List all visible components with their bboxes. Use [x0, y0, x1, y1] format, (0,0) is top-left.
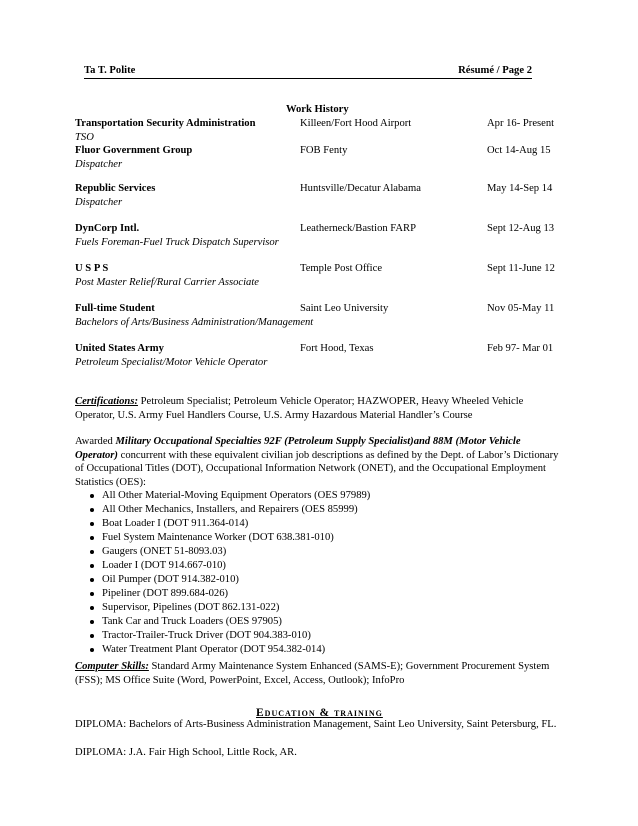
awarded-prefix: Awarded [75, 436, 116, 447]
job-title: Post Master Relief/Rural Carrier Associate [75, 277, 260, 288]
list-item: All Other Mechanics, Installers, and Repairers (OES 85999) [75, 503, 565, 517]
header-page-label: Résumé / Page 2 [458, 65, 532, 76]
job-location: Temple Post Office [300, 263, 383, 274]
job-entry [75, 222, 565, 250]
list-item: Tractor-Trailer-Truck Driver (DOT 904.383-010) [75, 629, 565, 643]
job-location: Saint Leo University [300, 303, 389, 314]
job-title: Fuels Foreman-Fuel Truck Dispatch Supervisor [75, 237, 279, 248]
job-org: Fluor Government Group [75, 145, 193, 156]
job-dates: May 14-Sep 14 [487, 183, 553, 194]
education-diploma-1: DIPLOMA: Bachelors of Arts-Business Administration Management, Saint Leo University, Saint Petersburg, FL. [75, 719, 557, 730]
work-history-title: Work History [286, 104, 349, 115]
job-entry [75, 262, 565, 290]
job-org: U S P S [75, 263, 109, 274]
list-item: Loader I (DOT 914.667-010) [75, 559, 565, 573]
list-item: Gaugers (ONET 51-8093.03) [75, 545, 565, 559]
job-org: Full-time Student [75, 303, 155, 314]
list-item: Supervisor, Pipelines (DOT 862.131-022) [75, 601, 565, 615]
job-org: United States Army [75, 343, 164, 354]
job-org: DynCorp Intl. [75, 223, 140, 234]
job-location: FOB Fenty [300, 145, 348, 156]
job-title: TSO [75, 132, 94, 143]
job-entry [75, 182, 565, 210]
job-dates: Sept 12-Aug 13 [487, 223, 555, 234]
page-header [84, 64, 532, 79]
certifications-paragraph [75, 395, 565, 422]
job-entry [75, 144, 565, 172]
job-location: Huntsville/Decatur Alabama [300, 183, 421, 194]
certifications-label: Certifications: [75, 396, 138, 407]
job-location: Fort Hood, Texas [300, 343, 374, 354]
computer-skills-paragraph [75, 660, 565, 687]
list-item: Water Treatment Plant Operator (DOT 954.382-014) [75, 643, 565, 657]
list-item: Tank Car and Truck Loaders (OES 97905) [75, 615, 565, 629]
job-dates: Nov 05-May 11 [487, 303, 555, 314]
job-dates: Feb 97- Mar 01 [487, 343, 554, 354]
list-item: Oil Pumper (DOT 914.382-010) [75, 573, 565, 587]
certifications-text: Petroleum Specialist; Petroleum Vehicle Operator; HAZWOPER, Heavy Wheeled Vehicle Operator, U.S. Army Fuel Handlers Course, U.S. Army Hazardous Material Handler’s Course [75, 396, 524, 421]
list-item: Pipeliner (DOT 899.684-026) [75, 587, 565, 601]
education-heading: Education & training [256, 707, 383, 719]
list-item: Boat Loader I (DOT 911.364-014) [75, 517, 565, 531]
job-location: Leatherneck/Bastion FARP [300, 223, 417, 234]
awarded-mos: Military Occupational Specialties 92F (Petroleum Supply Specialist)and 88M (Motor Vehicle Operator) [75, 436, 521, 461]
job-title: Petroleum Specialist/Motor Vehicle Operator [75, 357, 268, 368]
job-dates: Oct 14-Aug 15 [487, 145, 551, 156]
job-entry [75, 302, 565, 330]
computer-skills-label: Computer Skills: [75, 661, 149, 672]
job-title: Dispatcher [75, 159, 123, 170]
awarded-paragraph [75, 435, 565, 657]
job-title: Bachelors of Arts/Business Administration/Management [75, 317, 314, 328]
education-diploma-2: DIPLOMA: J.A. Fair High School, Little Rock, AR. [75, 747, 297, 758]
list-item: Fuel System Maintenance Worker (DOT 638.381-010) [75, 531, 565, 545]
job-entry [75, 117, 565, 145]
occupation-list [75, 489, 565, 657]
job-title: Dispatcher [75, 197, 123, 208]
list-item: All Other Material-Moving Equipment Operators (OES 97989) [75, 489, 565, 503]
job-dates: Apr 16- Present [487, 118, 555, 129]
job-dates: Sept 11-June 12 [487, 263, 555, 274]
job-entry [75, 342, 565, 370]
header-name: Ta T. Polite [84, 65, 136, 76]
computer-skills-text: Standard Army Maintenance System Enhanced (SAMS-E); Government Procurement System (FSS); MS Office Suite (Word, PowerPoint, Excel, Access, Outlook); InfoPro [75, 661, 550, 686]
awarded-suffix: concurrent with these equivalent civilian job descriptions as defined by the Dept. of Labor’s Dictionary of Occupational Titles (DOT), Occupational Information Network (ONET), and the Occupational Employment Statistics (OES): [75, 449, 559, 488]
job-org: Republic Services [75, 183, 156, 194]
job-org: Transportation Security Administration [75, 118, 256, 129]
job-location: Killeen/Fort Hood Airport [300, 118, 412, 129]
